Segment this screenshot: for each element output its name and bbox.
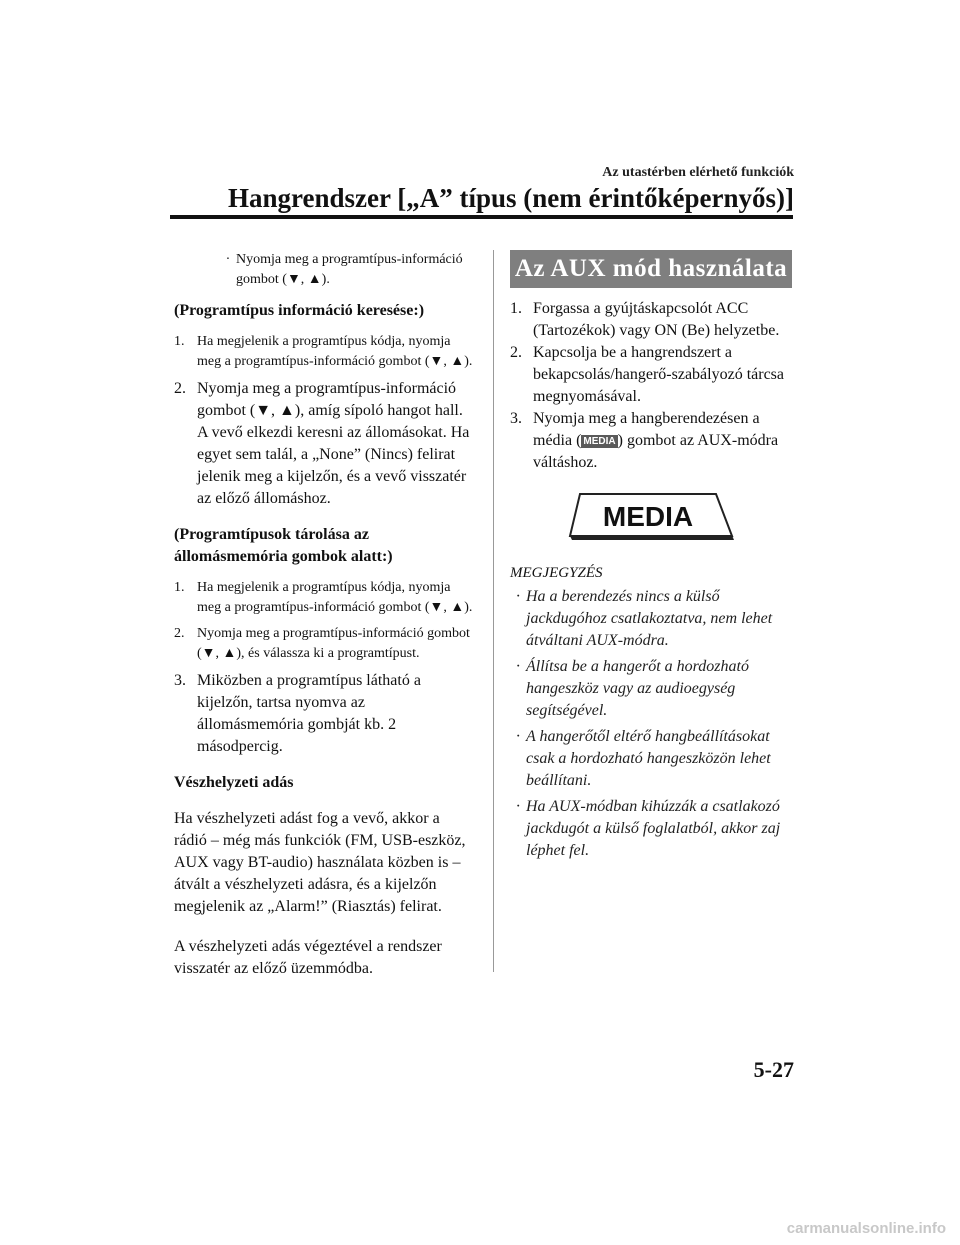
section-title-bar: Az AUX mód használata <box>510 250 792 288</box>
note-list <box>510 586 792 862</box>
media-button-icon: MEDIA <box>583 436 616 447</box>
note-item: · A hangerőtől eltérő hangbeállításokat csak a hordozható hangeszközön lehet beállítani. <box>510 726 792 792</box>
subheading-store: (Programtípusok tárolása az állomásmemória gombok alatt:) <box>174 526 393 565</box>
note-title: MEGJEGYZÉS <box>510 565 603 581</box>
bullet-icon: · <box>225 252 231 267</box>
media-button-graphic <box>566 488 736 544</box>
list-item: · Nyomja meg a programtípus-információ gombot (▼, ▲). <box>174 250 474 290</box>
bullet-icon: · <box>516 658 520 675</box>
list-item: 2. Nyomja meg a programtípus-információ gombot (▼, ▲), amíg sípoló hangot hall. A vevő elkezdi keresni az állomásokat. Ha egyet sem talál, a „None” (Nincs) felirat jelenik meg a kijelzőn, és a vevő visszatér az előző állomáshoz. <box>174 380 470 507</box>
list-item: 2. Kapcsolja be a hangrendszert a bekapcsolás/hangerő-szabályozó tárcsa megnyomásával. <box>510 344 784 405</box>
list-item: 1. Ha megjelenik a programtípus kódja, nyomja meg a programtípus-információ gombot (▼, ▲). <box>174 580 473 615</box>
media-button-illustration <box>566 488 792 549</box>
list-item: 3. Miközben a programtípus látható a kijelzőn, tartsa nyomva az állomásmemória gombját kb. 2 másodpercig. <box>174 672 421 755</box>
watermark: carmanualsonline.info <box>786 1220 946 1237</box>
page-title: Hangrendszer [„A” típus (nem érintőképernyős)] <box>228 183 794 213</box>
bullet-icon: · <box>516 728 520 745</box>
note-item: · Ha a berendezés nincs a külső jackdugóhoz csatlakoztatva, nem lehet átváltani AUX-módra. <box>510 586 792 652</box>
note-item: · Ha AUX-módban kihúzzák a csatlakozó jackdugót a külső foglalatból, akkor zaj léphet fel. <box>510 796 792 862</box>
bullet-icon: · <box>516 588 520 605</box>
list-item: 2. Nyomja meg a programtípus-információ gombot (▼, ▲), és válassza ki a programtípust. <box>174 626 470 661</box>
subheading-emergency: Vészhelyzeti adás <box>174 774 294 791</box>
column-divider <box>493 250 494 972</box>
header-rule <box>170 215 793 219</box>
paragraph: Ha vészhelyzeti adást fog a vevő, akkor a rádió – még más funkciók (FM, USB-eszköz, AUX vagy BT-audio) használata közben is – átvált a vészhelyzeti adásra, és a kijelzőn megjelenik az „Alarm!” (Riasztás) felirat. <box>174 810 466 915</box>
list-item: 1. Forgassa a gyújtáskapcsolót ACC (Tartozékok) vagy ON (Be) helyzetbe. <box>510 300 780 339</box>
left-column <box>174 250 474 980</box>
media-button-label: MEDIA <box>602 501 694 532</box>
bullet-icon: · <box>516 798 520 815</box>
list-item: 1. Ha megjelenik a programtípus kódja, nyomja meg a programtípus-információ gombot (▼, ▲). <box>174 334 473 369</box>
list-item: 3. Nyomja meg a hangberendezésen a média ( MEDIA ) gombot az AUX-módra váltáshoz. <box>510 410 779 471</box>
page-number: 5-27 <box>753 1057 794 1082</box>
paragraph: A vészhelyzeti adás végeztével a rendszer visszatér az előző üzemmódba. <box>174 938 442 977</box>
section-header: Az utastérben elérhető funkciók <box>602 165 794 180</box>
note-item: · Állítsa be a hangerőt a hordozható hangeszköz vagy az audioegység segítségével. <box>510 656 792 722</box>
right-column <box>510 250 792 862</box>
subheading-search: (Programtípus információ keresése:) <box>174 302 425 319</box>
